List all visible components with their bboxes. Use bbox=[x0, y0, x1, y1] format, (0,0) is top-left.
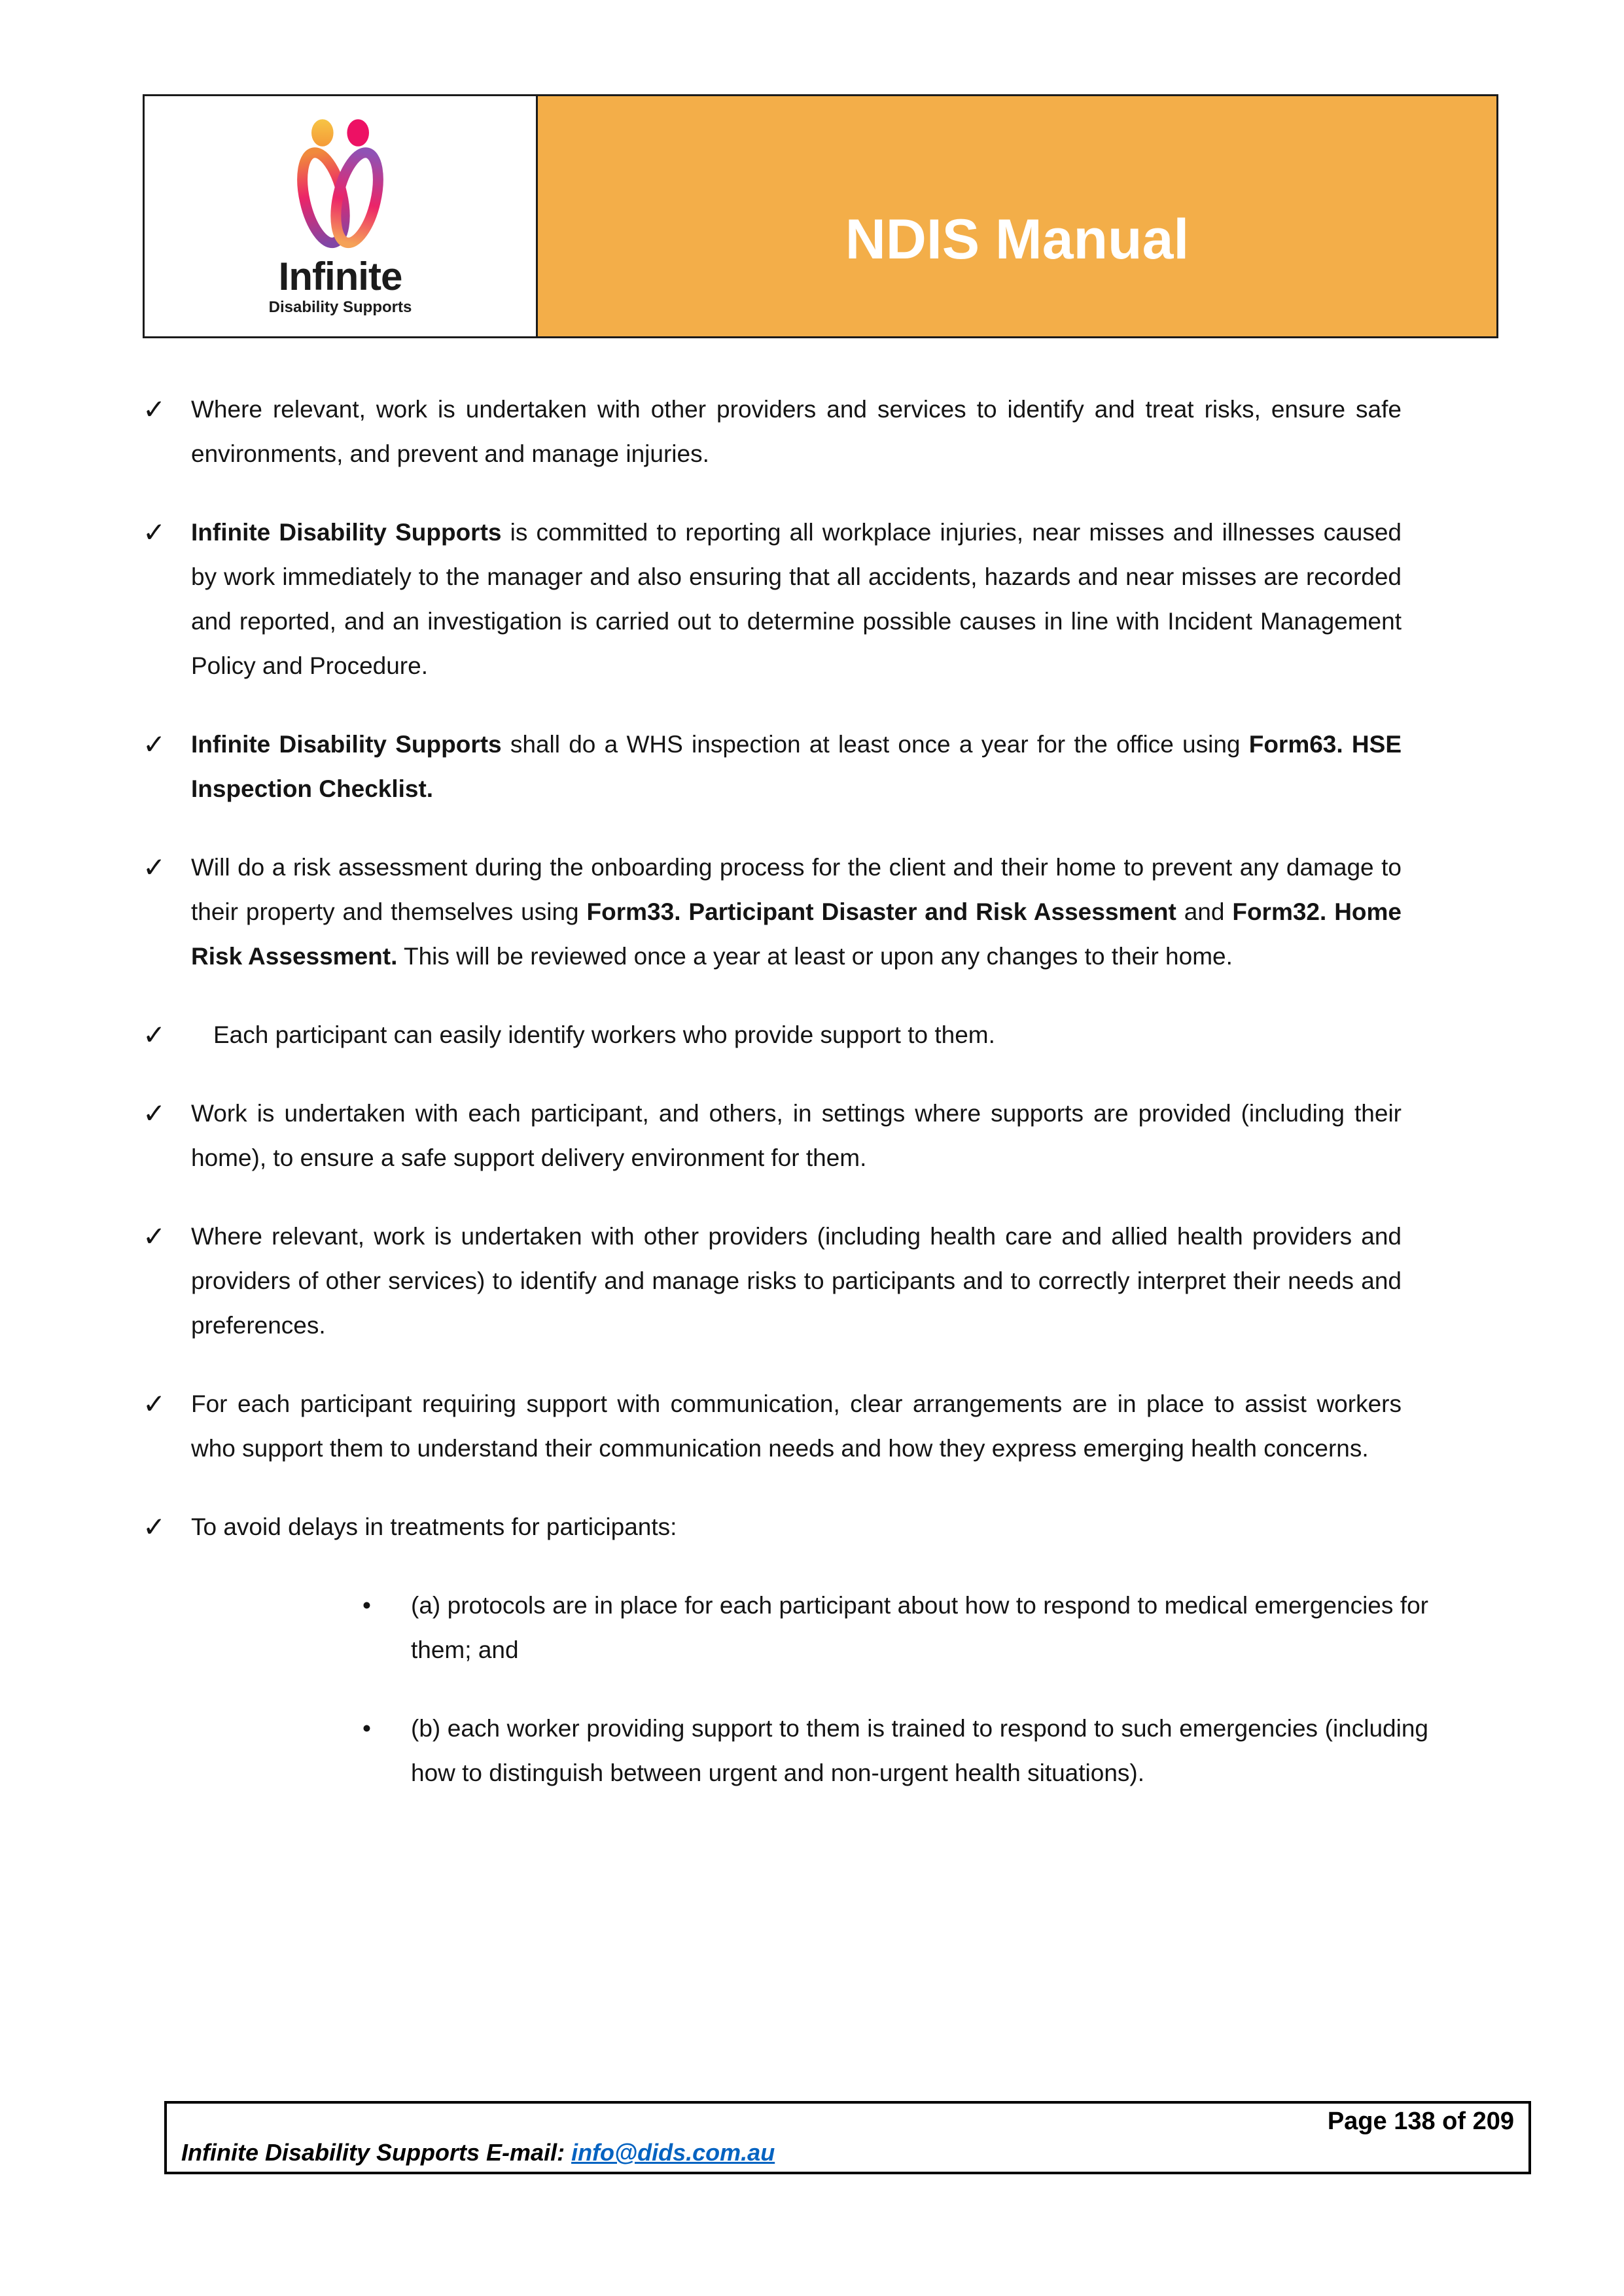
checklist-item bbox=[143, 845, 1451, 979]
page-number: Page 138 of 209 bbox=[1327, 2108, 1514, 2135]
infinity-people-logo-icon bbox=[283, 116, 398, 255]
sub-bullet-text: (a) protocols are in place for each participant about how to respond to medical emergencies for them; and bbox=[411, 1592, 1428, 1663]
checklist-item bbox=[143, 722, 1451, 811]
sub-bullet-item bbox=[362, 1583, 1451, 1672]
page-title: NDIS Manual bbox=[845, 208, 1190, 271]
checklist-item-text: Work is undertaken with each participant, and others, in settings where supports are provided (including their home), to ensure a safe support delivery environment for them. bbox=[191, 1100, 1402, 1171]
check-icon: ✓ bbox=[143, 1019, 166, 1051]
checklist bbox=[143, 387, 1451, 1829]
checklist-item-text: Infinite Disability Supports shall do a WHS inspection at least once a year for the office using Form63. HSE Inspection Checklist. bbox=[191, 731, 1402, 802]
checklist-item bbox=[143, 1382, 1451, 1471]
footer bbox=[164, 2101, 1531, 2174]
check-icon: ✓ bbox=[143, 516, 166, 548]
check-icon: ✓ bbox=[143, 851, 166, 883]
checklist-item-text: Where relevant, work is undertaken with other providers (including health care and allied health providers and providers of other services) to identify and manage risks to participants and to correctly interpret their needs and preferences. bbox=[191, 1223, 1402, 1339]
checklist-item-text: Where relevant, work is undertaken with other providers and services to identify and treat risks, ensure safe environments, and prevent and manage injuries. bbox=[191, 396, 1402, 467]
check-icon: ✓ bbox=[143, 1511, 166, 1543]
sub-bullet-text: (b) each worker providing support to them is trained to respond to such emergencies (including how to distinguish between urgent and non-urgent health situations). bbox=[411, 1715, 1428, 1786]
checklist-item bbox=[143, 1214, 1451, 1348]
logo bbox=[145, 96, 536, 336]
checklist-item-text: For each participant requiring support with communication, clear arrangements are in place to assist workers who support them to understand their communication needs and how they express emerging health concerns. bbox=[191, 1390, 1402, 1462]
checklist-item bbox=[143, 1505, 1451, 1549]
check-icon: ✓ bbox=[143, 728, 166, 760]
check-icon: ✓ bbox=[143, 1220, 166, 1252]
footer-email bbox=[181, 2139, 775, 2166]
bullet-dot-icon: • bbox=[362, 1592, 371, 1619]
checklist-item-text: Each participant can easily identify workers who provide support to them. bbox=[213, 1021, 995, 1048]
check-icon: ✓ bbox=[143, 1388, 166, 1420]
checklist-item bbox=[143, 387, 1451, 476]
logo-name: Infinite bbox=[278, 255, 402, 298]
check-icon: ✓ bbox=[143, 393, 166, 425]
bullet-dot-icon: • bbox=[362, 1715, 371, 1742]
checklist-item-text: Will do a risk assessment during the onboarding process for the client and their home to prevent any damage to their property and themselves using Form33. Participant Disaster and Risk Assessment and Form32. Home Risk Assessment. This will be reviewed once a year at least or upon any changes to their home. bbox=[191, 854, 1402, 970]
footer-email-label: Infinite Disability Supports E-mail: bbox=[181, 2139, 572, 2166]
email-link[interactable]: info@dids.com.au bbox=[571, 2139, 775, 2166]
checklist-item bbox=[143, 510, 1451, 688]
header bbox=[143, 94, 1498, 338]
checklist-item-text: To avoid delays in treatments for participants: bbox=[191, 1513, 677, 1540]
checklist-item bbox=[143, 1013, 1451, 1057]
check-icon: ✓ bbox=[143, 1097, 166, 1129]
checklist-item bbox=[143, 1091, 1451, 1180]
title-banner bbox=[536, 96, 1496, 336]
checklist-item-text: Infinite Disability Supports is committed to reporting all workplace injuries, near misses and illnesses caused by work immediately to the manager and also ensuring that all accidents, hazards and near misses are recorded and reported, and an investigation is carried out to determine possible causes in line with Incident Management Policy and Procedure. bbox=[191, 519, 1402, 679]
logo-tagline: Disability Supports bbox=[268, 298, 412, 316]
sub-bullet-item bbox=[362, 1706, 1451, 1795]
